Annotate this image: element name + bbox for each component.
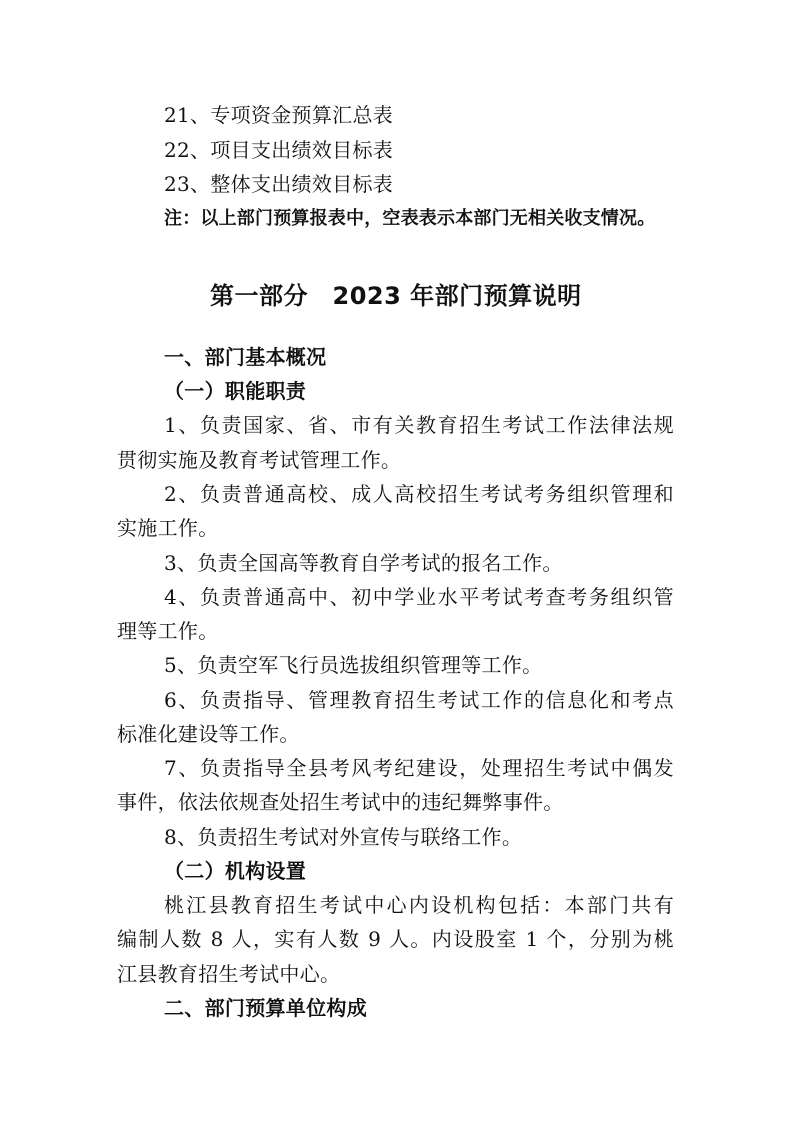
duty-line: 1、负责国家、省、市有关教育招生考试工作法律法规 [164, 413, 674, 437]
part-title: 第一部分 2023 年部门预算说明 [210, 282, 582, 310]
subsection-heading-duties: （一）职能职责 [164, 379, 307, 403]
duty-line: 贯彻实施及教育考试管理工作。 [117, 448, 402, 472]
duty-line: 7、负责指导全县考风考纪建设，处理招生考试中偶发 [164, 756, 674, 780]
duty-line: 3、负责全国高等教育自学考试的报名工作。 [164, 551, 563, 575]
subsection-heading-organization: （二）机构设置 [164, 859, 307, 883]
org-text-line: 编制人数 8 人，实有人数 9 人。内设股室 1 个，分别为桃 [117, 927, 674, 951]
toc-item-22: 22、项目支出绩效目标表 [164, 138, 394, 162]
duty-line: 8、负责招生考试对外宣传与联络工作。 [164, 825, 523, 849]
duty-line: 2、负责普通高校、成人高校招生考试考务组织管理和 [164, 482, 674, 506]
org-text-line: 桃江县教育招生考试中心内设机构包括：本部门共有 [164, 893, 674, 917]
duty-line: 5、负责空军飞行员选拔组织管理等工作。 [164, 653, 543, 677]
toc-item-23: 23、整体支出绩效目标表 [164, 172, 394, 196]
duty-line: 事件，依法依规查处招生考试中的违纪舞弊事件。 [117, 790, 564, 814]
toc-note: 注：以上部门预算报表中，空表表示本部门无相关收支情况。 [164, 208, 656, 229]
section-heading-basic-overview: 一、部门基本概况 [164, 345, 327, 369]
duty-line: 4、负责普通高中、初中学业水平考试考查考务组织管 [164, 585, 674, 609]
duty-line: 实施工作。 [117, 516, 219, 540]
section-heading-budget-units: 二、部门预算单位构成 [164, 996, 367, 1020]
toc-item-21: 21、专项资金预算汇总表 [164, 103, 394, 127]
org-text-line: 江县教育招生考试中心。 [117, 962, 341, 986]
duty-line: 标准化建设等工作。 [117, 722, 300, 746]
duty-line: 理等工作。 [117, 619, 219, 643]
duty-line: 6、负责指导、管理教育招生考试工作的信息化和考点 [164, 688, 674, 712]
